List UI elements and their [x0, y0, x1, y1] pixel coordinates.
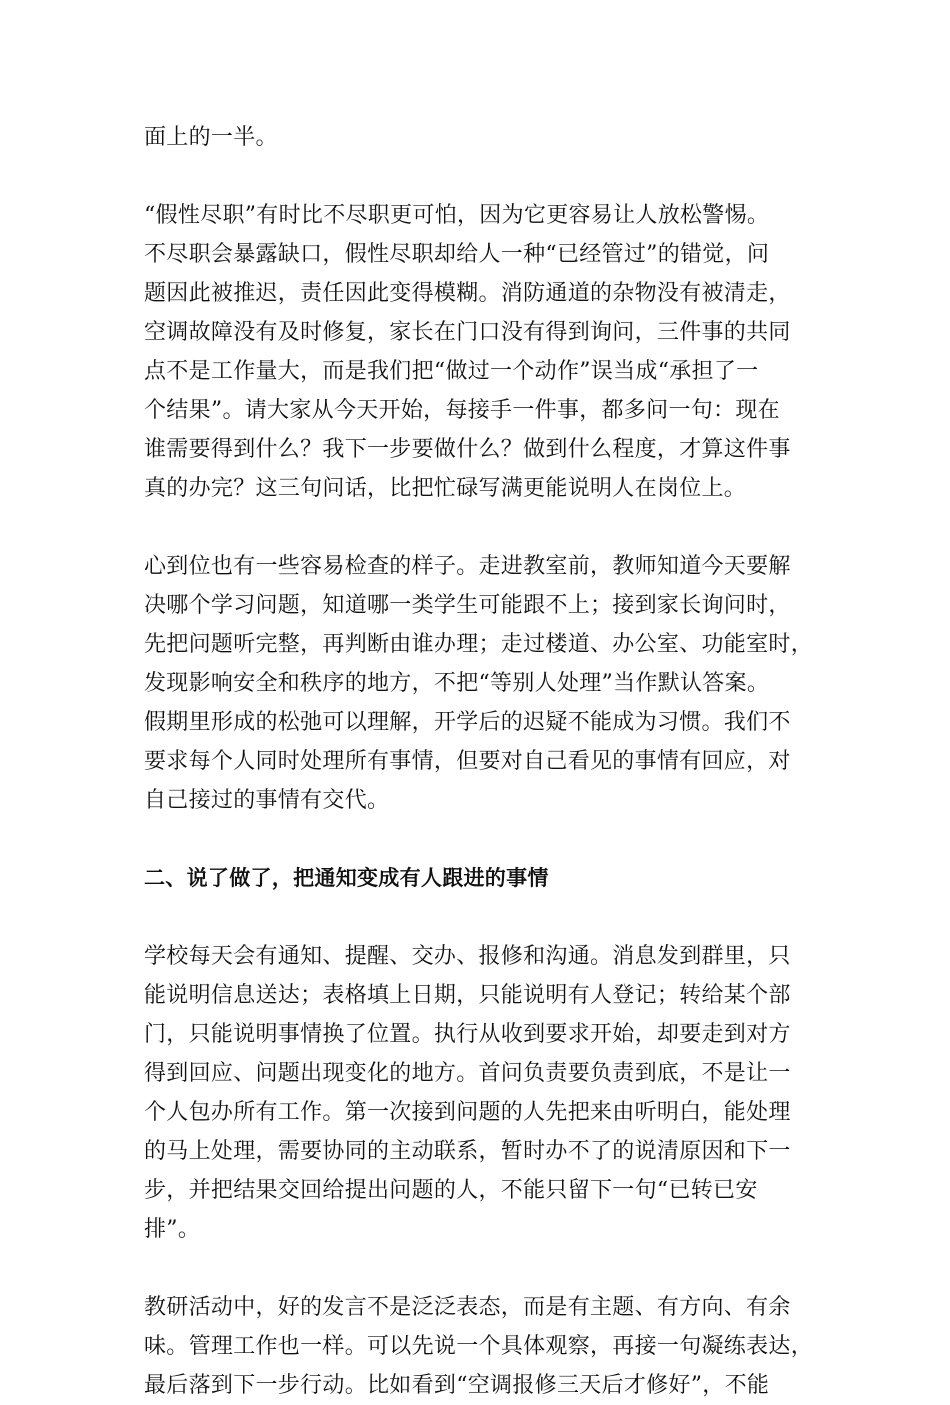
text-line: 题因此被推迟，责任因此变得模糊。消防通道的杂物没有被清走，: [144, 281, 791, 306]
text-line: 不尽职会暴露缺口，假性尽职却给人一种“已经管过”的错觉，问: [144, 242, 770, 267]
text-line: “假性尽职”有时比不尽职更可怕，因为它更容易让人放松警惕。: [144, 203, 770, 228]
text-line: 步，并把结果交回给提出问题的人，不能只留下一句“已转已安: [144, 1178, 758, 1203]
paragraph-gap: [144, 157, 808, 196]
paragraph-gap: [144, 898, 808, 937]
section-heading: [144, 859, 808, 898]
paragraph: [144, 118, 808, 157]
text-line: 排”。: [144, 1217, 201, 1242]
text-line: 心到位也有一些容易检查的样子。走进教室前，教师知道今天要解: [144, 554, 791, 579]
paragraph: [144, 937, 808, 1249]
section-heading-text: 二、说了做了，把通知变成有人跟进的事情: [144, 866, 549, 890]
text-line: 门，只能说明事情换了位置。执行从收到要求开始，却要走到对方: [144, 1022, 791, 1047]
text-line: 假期里形成的松弛可以理解，开学后的迟疑不能成为习惯。我们不: [144, 710, 791, 735]
text-line: 面上的一半。: [144, 125, 278, 150]
document-body: [144, 118, 814, 1405]
paragraph-gap: [144, 508, 808, 547]
text-line: 发现影响安全和秩序的地方，不把“等别人处理”当作默认答案。: [144, 671, 770, 696]
paragraph-gap: [144, 820, 808, 859]
text-line: 先把问题听完整，再判断由谁办理；走过楼道、办公室、功能室时，: [144, 632, 814, 657]
text-line: 决哪个学习问题，知道哪一类学生可能跟不上；接到家长询问时，: [144, 593, 791, 618]
text-line: 味。管理工作也一样。可以先说一个具体观察，再接一句凝练表达，: [144, 1334, 814, 1359]
text-line: 教研活动中，好的发言不是泛泛表态，而是有主题、有方向、有余: [144, 1295, 791, 1320]
text-line: 个结果”。请大家从今天开始，每接手一件事，都多问一句：现在: [144, 398, 780, 423]
text-line: 空调故障没有及时修复，家长在门口没有得到询问，三件事的共同: [144, 320, 791, 345]
paragraph: [144, 547, 814, 820]
text-line: 谁需要得到什么？我下一步要做什么？做到什么程度，才算这件事: [144, 437, 791, 462]
text-line: 的马上处理，需要协同的主动联系，暂时办不了的说清原因和下一: [144, 1139, 791, 1164]
text-line: 最后落到下一步行动。比如看到“空调报修三天后才修好”，不能: [144, 1373, 770, 1398]
text-line: 自己接过的事情有交代。: [144, 788, 390, 813]
text-line: 能说明信息送达；表格填上日期，只能说明有人登记；转给某个部: [144, 983, 791, 1008]
text-line: 真的办完？这三句问话，比把忙碌写满更能说明人在岗位上。: [144, 476, 747, 501]
paragraph: [144, 196, 808, 508]
text-line: 要求每个人同时处理所有事情，但要对自己看见的事情有回应，对: [144, 749, 791, 774]
text-line: 个人包办所有工作。第一次接到问题的人先把来由听明白，能处理: [144, 1100, 791, 1125]
paragraph: [144, 1288, 814, 1405]
paragraph-gap: [144, 1249, 808, 1288]
text-line: 得到回应、问题出现变化的地方。首问负责要负责到底，不是让一: [144, 1061, 791, 1086]
text-line: 学校每天会有通知、提醒、交办、报修和沟通。消息发到群里，只: [144, 944, 791, 969]
text-line: 点不是工作量大，而是我们把“做过一个动作”误当成“承担了一: [144, 359, 759, 384]
